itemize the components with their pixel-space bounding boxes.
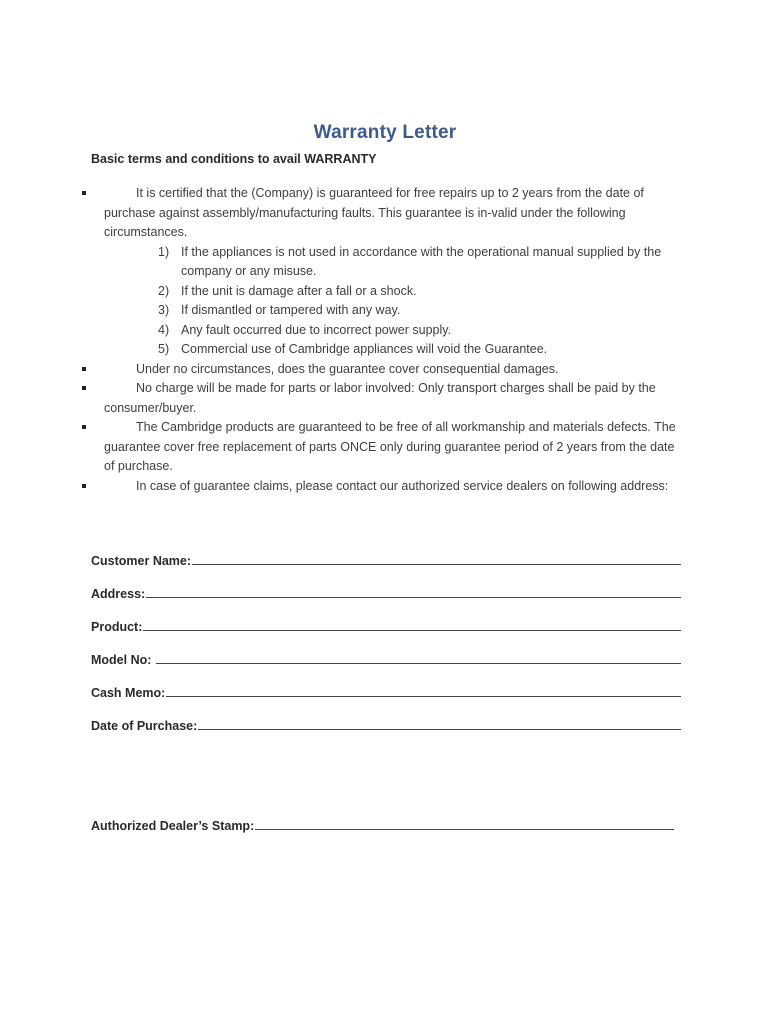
square-bullet-icon — [82, 484, 86, 488]
dealer-stamp-field — [91, 817, 674, 850]
conditions-list — [156, 243, 682, 360]
bullet-item — [82, 418, 682, 477]
bullet-item — [82, 379, 682, 418]
bullet-text: Under no circumstances, does the guarantee cover consequential damages. — [136, 361, 559, 376]
condition-item — [156, 282, 682, 302]
model-no-label: Model No: — [91, 653, 152, 667]
square-bullet-icon — [82, 425, 86, 429]
bullet-text: It is certified that the (Company) is guaranteed for free repairs up to 2 years from the date of purchase against assembly/manufacturing faults. This guarantee is in-valid under the following circumstances. — [104, 186, 644, 239]
condition-item — [156, 321, 682, 341]
bullet-item — [82, 184, 682, 243]
condition-number: 5) — [158, 342, 170, 356]
bullet-item — [82, 477, 682, 497]
condition-number: 4) — [158, 322, 170, 337]
dealer-stamp-label: Authorized Dealer’s Stamp: — [91, 819, 255, 833]
model-no-field — [91, 651, 681, 684]
square-bullet-icon — [82, 367, 86, 371]
bullet-text: In case of guarantee claims, please contact our authorized service dealers on following address: — [136, 478, 669, 493]
condition-text: Commercial use of Cambridge appliances will void the Guarantee. — [181, 342, 548, 356]
condition-item — [156, 340, 682, 360]
condition-text: Any fault occurred due to incorrect power supply. — [181, 322, 452, 337]
terms-body — [82, 184, 682, 496]
condition-text: If dismantled or tampered with any way. — [181, 303, 401, 317]
condition-number: 1) — [158, 244, 170, 259]
date-of-purchase-label: Date of Purchase: — [91, 719, 198, 733]
product-field — [91, 618, 681, 651]
address-label: Address: — [91, 587, 146, 601]
cash-memo-input-line[interactable] — [166, 684, 681, 697]
condition-text: If the unit is damage after a fall or a shock. — [181, 283, 417, 298]
cash-memo-label: Cash Memo: — [91, 686, 166, 700]
square-bullet-icon — [82, 191, 86, 195]
condition-item — [156, 301, 682, 321]
condition-number: 3) — [158, 303, 170, 317]
condition-item — [156, 243, 682, 282]
date-of-purchase-field — [91, 717, 681, 750]
bullet-text: No charge will be made for parts or labor involved: Only transport charges shall be paid by the consumer/buyer. — [104, 381, 656, 415]
bullet-item — [82, 360, 682, 380]
address-input-line[interactable] — [146, 585, 681, 598]
document-subtitle: Basic terms and conditions to avail WARRANTY — [91, 152, 377, 166]
address-field — [91, 585, 681, 618]
customer-name-label: Customer Name: — [91, 554, 192, 568]
product-input-line[interactable] — [143, 618, 681, 631]
product-label: Product: — [91, 620, 143, 634]
document-title: Warranty Letter — [313, 122, 457, 143]
customer-name-input-line[interactable] — [192, 552, 681, 565]
cash-memo-field — [91, 684, 681, 717]
square-bullet-icon — [82, 386, 86, 390]
dealer-stamp-input-line[interactable] — [255, 817, 674, 830]
date-of-purchase-input-line[interactable] — [198, 717, 681, 730]
customer-name-field — [91, 552, 681, 585]
condition-number: 2) — [158, 283, 170, 298]
bullet-text: The Cambridge products are guaranteed to be free of all workmanship and materials defects. The guarantee cover free replacement of parts ONCE only during guarantee period of 2 years from the date of purchase. — [104, 420, 676, 473]
model-no-input-line[interactable] — [156, 651, 681, 664]
condition-text: If the appliances is not used in accordance with the operational manual supplied by the company or any misuse. — [181, 244, 662, 278]
warranty-form — [91, 552, 681, 750]
